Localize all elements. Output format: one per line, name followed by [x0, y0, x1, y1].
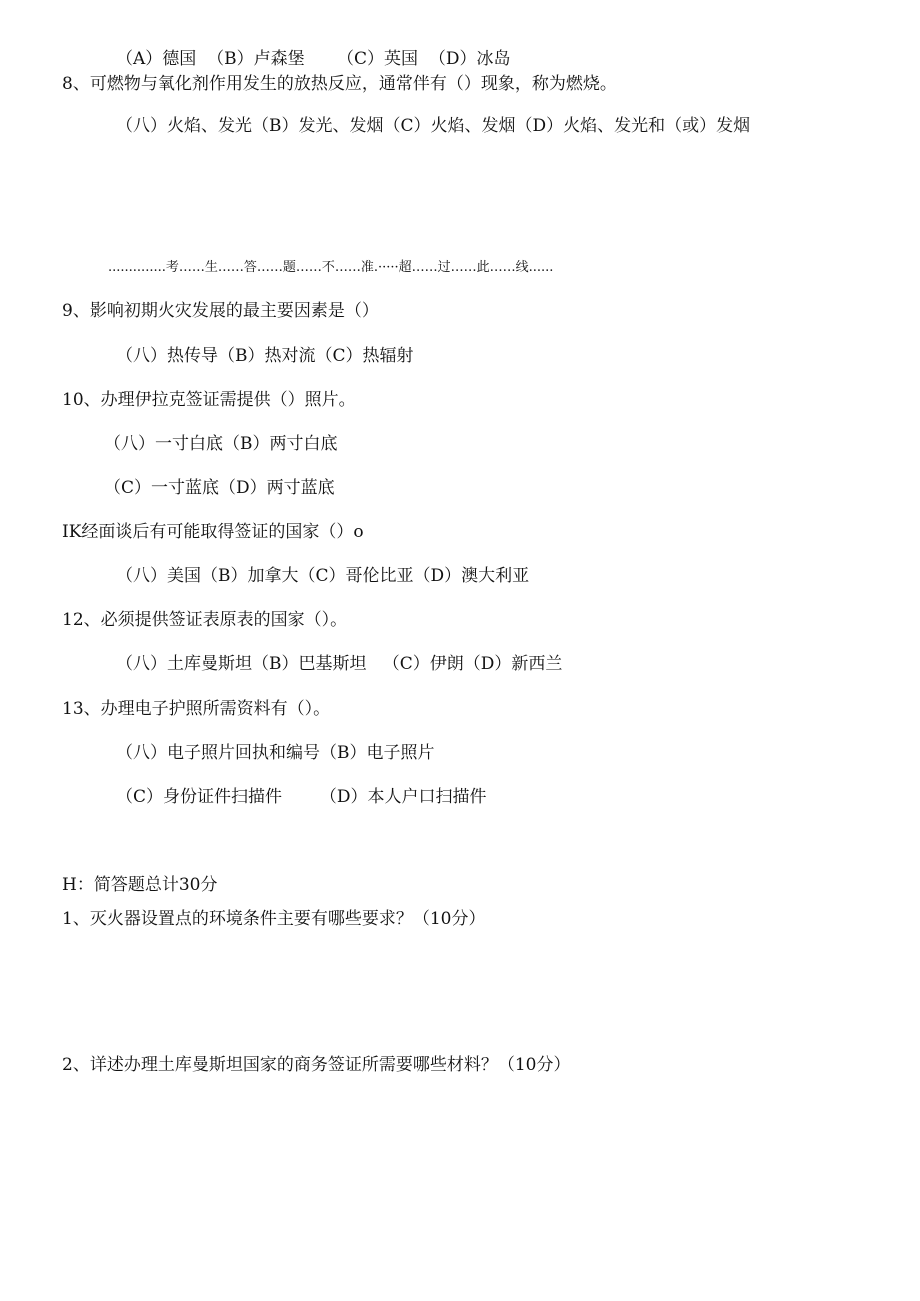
q7-options: （A）德国 （B）卢森堡 （C）英国 （D）冰岛 — [116, 49, 511, 69]
q12-text: 12、必须提供签证表原表的国家（）。 — [62, 610, 348, 630]
short-answer-2: 2、详述办理土库曼斯坦国家的商务签证所需要哪些材料？（10分） — [62, 1055, 571, 1075]
q10-options-2: （C）一寸蓝底（D）两寸蓝底 — [104, 478, 335, 498]
q9-text: 9、影响初期火灾发展的最主要因素是（） — [62, 301, 379, 321]
q13-options-1: （八）电子照片回执和编号（B）电子照片 — [116, 743, 435, 763]
q10-options-1: （八）一寸白底（B）两寸白底 — [104, 434, 338, 454]
section-title: H：简答题总计30分 — [62, 875, 218, 895]
q13-text: 13、办理电子护照所需资料有（）。 — [62, 699, 331, 719]
q11-text: IK经面谈后有可能取得签证的国家（）o — [62, 522, 364, 542]
binding-line: ..............考……生……答……题……不……准.·····超……过……此……线...... — [108, 260, 554, 275]
q13-options-2: （C）身份证件扫描件 （D）本人户口扫描件 — [116, 787, 487, 807]
q10-text: 10、办理伊拉克签证需提供（）照片。 — [62, 390, 356, 410]
q12-options: （八）土库曼斯坦（B）巴基斯坦 （C）伊朗（D）新西兰 — [116, 654, 563, 674]
q11-options: （八）美国（B）加拿大（C）哥伦比亚（D）澳大利亚 — [116, 566, 530, 586]
q8-text: 8、可燃物与氧化剂作用发生的放热反应，通常伴有（）现象，称为燃烧。 — [62, 74, 617, 94]
short-answer-1: 1、灭火器设置点的环境条件主要有哪些要求？（10分） — [62, 909, 486, 929]
q8-options: （八）火焰、发光（B）发光、发烟（C）火焰、发烟（D）火焰、发光和（或）发烟 — [116, 116, 751, 136]
q9-options: （八）热传导（B）热对流（C）热辐射 — [116, 346, 414, 366]
